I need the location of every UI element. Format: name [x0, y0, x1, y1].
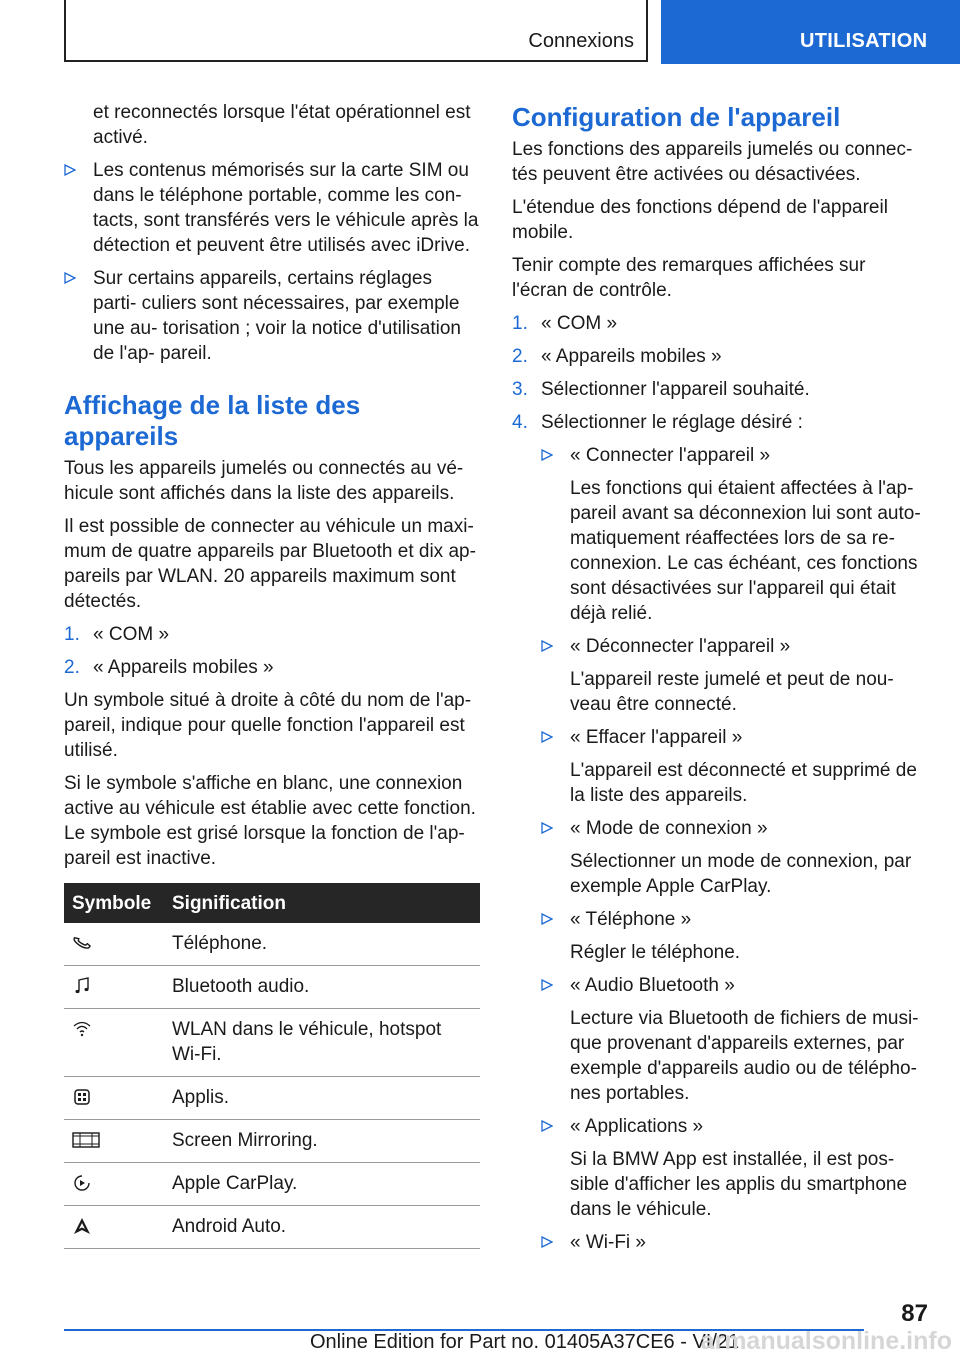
table-row — [64, 966, 480, 1009]
numbered-step — [64, 622, 480, 647]
step-number: 2. — [64, 657, 80, 678]
step-number: 2. — [512, 346, 528, 367]
option-label: « Effacer l'appareil » — [570, 727, 743, 748]
paragraph: Les fonctions des appareils jumelés ou connec- tés peuvent être activées ou désactivées. — [512, 139, 913, 185]
paragraph: Tenir compte des remarques affichées sur l'écran de contrôle. — [512, 255, 866, 301]
table-cell-icon — [64, 923, 164, 966]
table-header-row — [64, 883, 480, 923]
table-cell-meaning: WLAN dans le véhicule, hotspot Wi-Fi. — [164, 1009, 480, 1077]
option-description: Les fonctions qui étaient affectées à l'ap- pareil avant sa déconnexion lui sont auto- matiquement réaffectées lors de sa re- connexion. Le cas échéant, ces fonctions sont désactivées sur l'appareil qui était déjà relié. — [570, 478, 921, 624]
option-item — [512, 634, 926, 659]
table-cell-meaning: Screen Mirroring. — [164, 1120, 480, 1163]
numbered-step — [512, 410, 926, 435]
option-label: « Applications » — [570, 1116, 704, 1137]
step-text: « COM » — [541, 313, 618, 334]
symbol-table — [64, 883, 480, 1249]
table-row — [64, 1163, 480, 1206]
apps-icon — [72, 1087, 92, 1107]
table-cell-icon — [64, 1163, 164, 1206]
header-section-title: Connexions — [528, 30, 634, 52]
table-row — [64, 923, 480, 966]
table-cell-icon — [64, 1077, 164, 1120]
triangle-bullet-icon — [541, 731, 553, 743]
option-item — [512, 725, 926, 750]
triangle-bullet-icon — [541, 640, 553, 652]
triangle-bullet-icon — [541, 913, 553, 925]
triangle-bullet-icon — [541, 449, 553, 461]
option-label: « Audio Bluetooth » — [570, 975, 735, 996]
paragraph: Un symbole situé à droite à côté du nom de l'ap- pareil, indique pour quelle fonction l'appareil est utilisé. — [64, 690, 472, 761]
step-number: 1. — [64, 624, 80, 645]
table-cell-icon — [64, 1120, 164, 1163]
option-item — [512, 443, 926, 468]
step-number: 4. — [512, 412, 528, 433]
footer-edition: Online Edition for Part no. 01405A37CE6 - VI/21 — [310, 1331, 740, 1353]
left-column — [64, 100, 480, 1249]
option-description: L'appareil reste jumelé et peut de nou- veau être connecté. — [570, 669, 894, 715]
option-label: « Déconnecter l'appareil » — [570, 636, 791, 657]
table-cell-meaning: Applis. — [164, 1077, 480, 1120]
section-heading: Configuration de l'appareil — [512, 102, 841, 132]
option-description: Lecture via Bluetooth de fichiers de musi- que provenant d'appareils externes, par exemple d'appareils audio ou de télépho- nes portables. — [570, 1008, 919, 1104]
step-text: « COM » — [93, 624, 170, 645]
table-cell-meaning: Bluetooth audio. — [164, 966, 480, 1009]
step-number: 3. — [512, 379, 528, 400]
option-item — [512, 907, 926, 932]
numbered-step — [512, 344, 926, 369]
table-cell-meaning: Apple CarPlay. — [164, 1163, 480, 1206]
table-row — [64, 1077, 480, 1120]
option-item — [512, 973, 926, 998]
step-text: « Appareils mobiles » — [541, 346, 722, 367]
option-label: « Mode de connexion » — [570, 818, 768, 839]
bullet-item — [64, 158, 480, 258]
paragraph: Tous les appareils jumelés ou connectés au vé- hicule sont affichés dans la liste des appareils. — [64, 458, 464, 504]
section-heading: Affichage de la liste des appareils — [64, 390, 361, 451]
right-column — [512, 100, 926, 1263]
triangle-bullet-icon — [541, 1120, 553, 1132]
table-header-signification: Signification — [164, 883, 480, 923]
option-description: Si la BMW App est installée, il est pos- sible d'afficher les applis du smartphone dans le véhicule. — [570, 1149, 908, 1220]
carplay-icon — [72, 1173, 92, 1193]
table-cell-meaning: Téléphone. — [164, 923, 480, 966]
numbered-step — [64, 655, 480, 680]
option-item — [512, 816, 926, 841]
option-label: « Wi-Fi » — [570, 1232, 646, 1253]
step-text: Sélectionner l'appareil souhaité. — [541, 379, 810, 400]
android-auto-icon — [72, 1216, 92, 1236]
table-row — [64, 1120, 480, 1163]
option-description: Régler le téléphone. — [570, 942, 741, 963]
triangle-bullet-icon — [64, 164, 76, 176]
watermark: armanualsonline.info — [700, 1327, 952, 1355]
option-description: L'appareil est déconnecté et supprimé de la liste des appareils. — [570, 760, 917, 806]
continued-paragraph: et reconnectés lorsque l'état opérationnel est activé. — [93, 102, 471, 148]
page-number: 87 — [901, 1300, 928, 1327]
table-row — [64, 1206, 480, 1249]
table-row — [64, 1009, 480, 1077]
paragraph: Si le symbole s'affiche en blanc, une connexion active au véhicule est établie avec cette fonction. Le symbole est grisé lorsque la fonction de l'ap- pareil est inactive. — [64, 773, 476, 869]
triangle-bullet-icon — [541, 979, 553, 991]
table-cell-meaning: Android Auto. — [164, 1206, 480, 1249]
option-label: « Téléphone » — [570, 909, 692, 930]
screen-mirroring-icon — [72, 1130, 100, 1150]
wifi-icon — [72, 1019, 92, 1039]
paragraph: Il est possible de connecter au véhicule un maxi- mum de quatre appareils par Bluetooth et dix ap- pareils par WLAN. 20 appareils maximum sont détectés. — [64, 516, 476, 612]
music-note-icon — [72, 976, 92, 996]
option-item — [512, 1114, 926, 1139]
bullet-item — [64, 266, 480, 366]
phone-icon — [72, 933, 92, 953]
table-cell-icon — [64, 966, 164, 1009]
step-text: « Appareils mobiles » — [93, 657, 274, 678]
triangle-bullet-icon — [64, 272, 76, 284]
bullet-text: Les contenus mémorisés sur la carte SIM ou dans le téléphone portable, comme les con- tacts, sont transférés vers le véhicule après la détection et peuvent être utilisés avec iDrive. — [93, 160, 479, 256]
step-text: Sélectionner le réglage désiré : — [541, 412, 803, 433]
option-description: Sélectionner un mode de connexion, par exemple Apple CarPlay. — [570, 851, 912, 897]
step-number: 1. — [512, 313, 528, 334]
paragraph: L'étendue des fonctions dépend de l'appareil mobile. — [512, 197, 888, 243]
table-cell-icon — [64, 1206, 164, 1249]
triangle-bullet-icon — [541, 822, 553, 834]
option-item — [512, 1230, 926, 1255]
numbered-step — [512, 377, 926, 402]
header-chapter-title: UTILISATION — [800, 30, 928, 52]
table-header-symbole: Symbole — [64, 883, 164, 923]
triangle-bullet-icon — [541, 1236, 553, 1248]
table-cell-icon — [64, 1009, 164, 1077]
header-chapter-box — [661, 0, 960, 64]
bullet-text: Sur certains appareils, certains réglages parti- culiers sont nécessaires, par exemple une au- torisation ; voir la notice d'utilisation de l'ap- pareil. — [93, 268, 461, 364]
header-section-box — [64, 0, 648, 62]
numbered-step — [512, 311, 926, 336]
option-label: « Connecter l'appareil » — [570, 445, 771, 466]
